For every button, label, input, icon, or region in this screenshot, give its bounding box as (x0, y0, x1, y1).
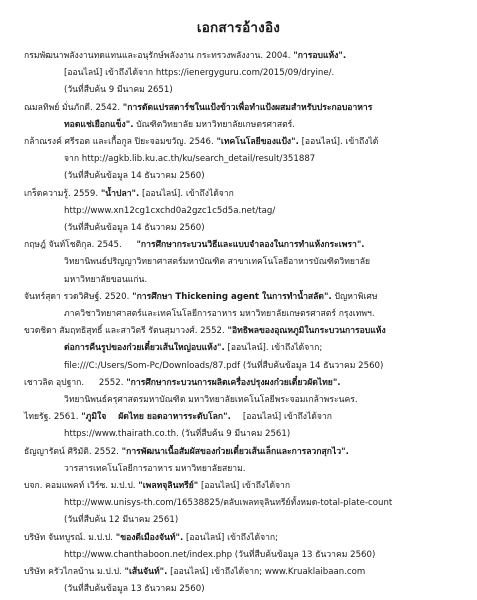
reference-first-line (24, 530, 464, 547)
reference-first-line (24, 323, 464, 340)
reference-title-text: "การศึกษา Thickening agent ในการทำน้ำสลัด". (132, 291, 332, 302)
reference-title-text: "การศึกษากระบวนการผลิตเครื่องปรุงผงก๋วยเตี๋ยวผัดไทย". (126, 377, 341, 388)
reference-text: บริษัท ครัวไกลบ้าน ม.ป.ป. (24, 567, 125, 578)
reference-title-text: "เส้นจันท์". (124, 567, 168, 578)
reference-title-text: ต่อการคืนรูปของก๋วยเตี๋ยวเส้นใหญ่อบแห้ง". (64, 343, 225, 354)
reference-entry (24, 237, 464, 289)
reference-text: บริษัท จันทบูรณ์. ม.ป.ป. (24, 532, 116, 543)
reference-text: วิทยานิพนธ์ปริญญาวิทยาศาสตร์มหาบัณฑิต สาขาเทคโนโลยีอาหารบัณฑิตวิทยาลัย (64, 257, 371, 268)
reference-text: กรมพัฒนาพลังงานทดแทนและอนุรักษ์พลังงาน กระทรวงพลังงาน. 2004. (24, 51, 294, 61)
reference-entry (24, 409, 464, 443)
reference-text: ขวดชิดา สัมฤทธิสุทธิ์ และสาวิตรี รัตนสุมาวงศ์. 2552. (24, 326, 228, 337)
page-title: เอกสารอ้างอิง (196, 20, 281, 36)
reference-continuation-line (24, 82, 464, 99)
reference-title-text: "เทคโนโลยีของแป้ง". (216, 137, 299, 148)
reference-continuation-line (24, 168, 464, 185)
reference-continuation-line (24, 358, 464, 375)
reference-text: วารสารเทคโนโลยีการอาหาร มหาวิทยาลัยสยาม. (64, 463, 246, 474)
reference-text: ไทยรัฐ. 2561. (24, 412, 82, 423)
reference-title-text: "การอบแห้ง". (293, 51, 347, 61)
reference-entry (24, 375, 464, 409)
reference-continuation-line (24, 495, 464, 512)
reference-continuation-line (24, 117, 464, 134)
reference-entry (24, 134, 464, 186)
reference-continuation-line (24, 65, 464, 82)
reference-text: กล้าณรงค์ ศรีรอต และเกื้อกูล ปิยะจอมขวัญ. 2546. (24, 137, 217, 148)
reference-text: บจก. คอมแพคท์ เวิร์ซ. ม.ป.ป. (24, 481, 139, 492)
reference-text: เกร็ดความรู้. 2559. (24, 188, 101, 199)
reference-text: ภาควิชาวิทยาศาสตร์และเทคโนโลยีการอาหาร มหาวิทยาลัยเกษตรศาสตร์ กรุงเทพฯ. (64, 309, 375, 320)
reference-text: วิทยานิพนธ์ครุศาสตรมหาบัณฑิต มหาวิทยาลัยเทคโนโลยีพระจอมเกล้าพระนคร. (64, 395, 358, 406)
reference-first-line (24, 289, 464, 306)
reference-continuation-line (24, 392, 464, 409)
reference-text: [ออนไลน์]. เข้าถึงได้จาก; (224, 343, 323, 354)
reference-title-text: "ภูมิใจ (81, 412, 107, 423)
reference-title-text: "ของดีเมืองจันท์". (115, 532, 184, 543)
reference-title-text: ผัดไทย ยอดอาหารระดับโลก". (118, 412, 231, 423)
reference-text: (วันที่สืบค้น 9 มีนาคม 2651) (64, 85, 173, 96)
reference-first-line (24, 478, 464, 495)
reference-first-line (24, 48, 464, 65)
reference-text: http://www.chanthaboon.net/index.php (วันที่สืบค้นข้อมูล 13 ธันวาคม 2560) (64, 549, 376, 560)
reference-title-text: "การดัดแปรสตาร์ชในแป้งข้าวเพื่อทำแป้งผสมสำหรับประกอบอาหาร (122, 102, 373, 113)
reference-title-text: "การศึกษากระบวนวิธีและแบบจำลองในการทำแห้งกระเพรา". (136, 240, 365, 251)
reference-text: file:///C:/Users/Som-Pc/Downloads/87.pdf (วันที่สืบค้นข้อมูล 14 ธันวาคม 2560) (64, 360, 384, 371)
reference-text: ณมลทิพย์ มั่นภักดี. 2542. (24, 102, 123, 113)
reference-continuation-line (24, 461, 464, 478)
reference-text: บัณฑิตวิทยาลัย มหาวิทยาลัยเกษตรศาสตร์. (133, 119, 295, 130)
reference-first-line (24, 237, 464, 254)
reference-first-line (24, 564, 464, 581)
reference-text: เชาวลิต อุปฐาก. (24, 377, 87, 388)
reference-title-text: ทอดแช่เยือกแข็ง". (64, 119, 134, 130)
reference-continuation-line (24, 581, 464, 598)
reference-text: http://www.unisys-th.com/16538825/ตลับเพลทจุลินทรีย์ทั้งหมด-total-plate-count (64, 498, 393, 509)
reference-continuation-line (24, 306, 464, 323)
reference-first-line (24, 100, 464, 117)
reference-entry (24, 564, 464, 598)
reference-text: มหาวิทยาลัยขอนแก่น. (64, 274, 148, 285)
reference-text: [ออนไลน์] เข้าถึงได้จาก (198, 481, 291, 492)
reference-text: [ออนไลน์] เข้าถึงได้จาก; (183, 532, 279, 543)
reference-text: ธัญญารัตน์ ศิริมัติ. 2552. (24, 446, 122, 457)
reference-title-text: "น้ำปลา". (100, 188, 140, 199)
reference-list (24, 48, 464, 599)
reference-entry (24, 444, 464, 478)
reference-text: [ออนไลน์]. เข้าถึงได้จาก (139, 188, 234, 199)
reference-text: (วันที่สืบค้นข้อมูล 13 ธันวาคม 2560) (64, 584, 205, 595)
reference-entry (24, 530, 464, 564)
reference-text: (วันที่สืบค้นข้อมูล 14 ธันวาคม 2560) (64, 171, 205, 182)
reference-continuation-line (24, 203, 464, 220)
reference-text: [ออนไลน์] เข้าถึงได้จาก; www.Kruaklaibaan.com (167, 567, 366, 578)
reference-first-line (24, 134, 464, 151)
reference-first-line (24, 375, 464, 392)
reference-continuation-line (24, 254, 464, 271)
reference-text: (วันที่สืบค้น 12 มีนาคม 2561) (64, 515, 179, 526)
reference-title-text: "อิทธิพลของอุณหภูมิในกระบวนการอบแห้ง (227, 326, 386, 337)
reference-continuation-line (24, 512, 464, 529)
reference-entry (24, 323, 464, 375)
reference-text: http://www.xn12cg1cxchd0a2gzc1c5d5a.net/tag/ (64, 205, 276, 216)
reference-text: จันทร์สุดา รวดวิศิษฐ์. 2520. (24, 291, 133, 302)
reference-entry (24, 186, 464, 238)
reference-entry (24, 48, 464, 100)
reference-text: กฤษฎ์ จันท์โชติกุล. 2545. (24, 240, 125, 251)
reference-continuation-line (24, 220, 464, 237)
reference-text: [ออนไลน์] เข้าถึงได้จาก (242, 412, 332, 423)
reference-text: [ออนไลน์]. เข้าถึงได้ (298, 137, 379, 148)
reference-text: https://www.thairath.co.th. (วันที่สืบค้น 9 มีนาคม 2561) (64, 429, 291, 440)
reference-continuation-line (24, 151, 464, 168)
reference-continuation-line (24, 426, 464, 443)
reference-text: ปัญหาพิเศษ (331, 291, 378, 302)
reference-text: จาก http://agkb.lib.ku.ac.th/ku/search_detail/result/351887 (64, 154, 316, 165)
reference-title-text: "การพัฒนาเนื้อสัมผัสของก๋วยเตี๋ยวเส้นเล็กและการลวกสุกไว". (121, 446, 349, 457)
reference-entry (24, 100, 464, 134)
reference-entry (24, 289, 464, 323)
reference-text: [ออนไลน์] เข้าถึงได้จาก https://ienergyguru.com/2015/09/dryine/. (64, 68, 335, 79)
reference-continuation-line (24, 547, 464, 564)
reference-continuation-line (24, 272, 464, 289)
reference-text: (วันที่สืบค้นข้อมูล 14 ธันวาคม 2560) (64, 223, 205, 234)
reference-text: 2552. (98, 377, 127, 388)
reference-entry (24, 478, 464, 530)
reference-title-text: "เพลทจุลินทรีย์" (138, 481, 199, 492)
reference-first-line (24, 444, 464, 461)
reference-continuation-line (24, 340, 464, 357)
reference-first-line (24, 409, 464, 426)
reference-first-line (24, 186, 464, 203)
